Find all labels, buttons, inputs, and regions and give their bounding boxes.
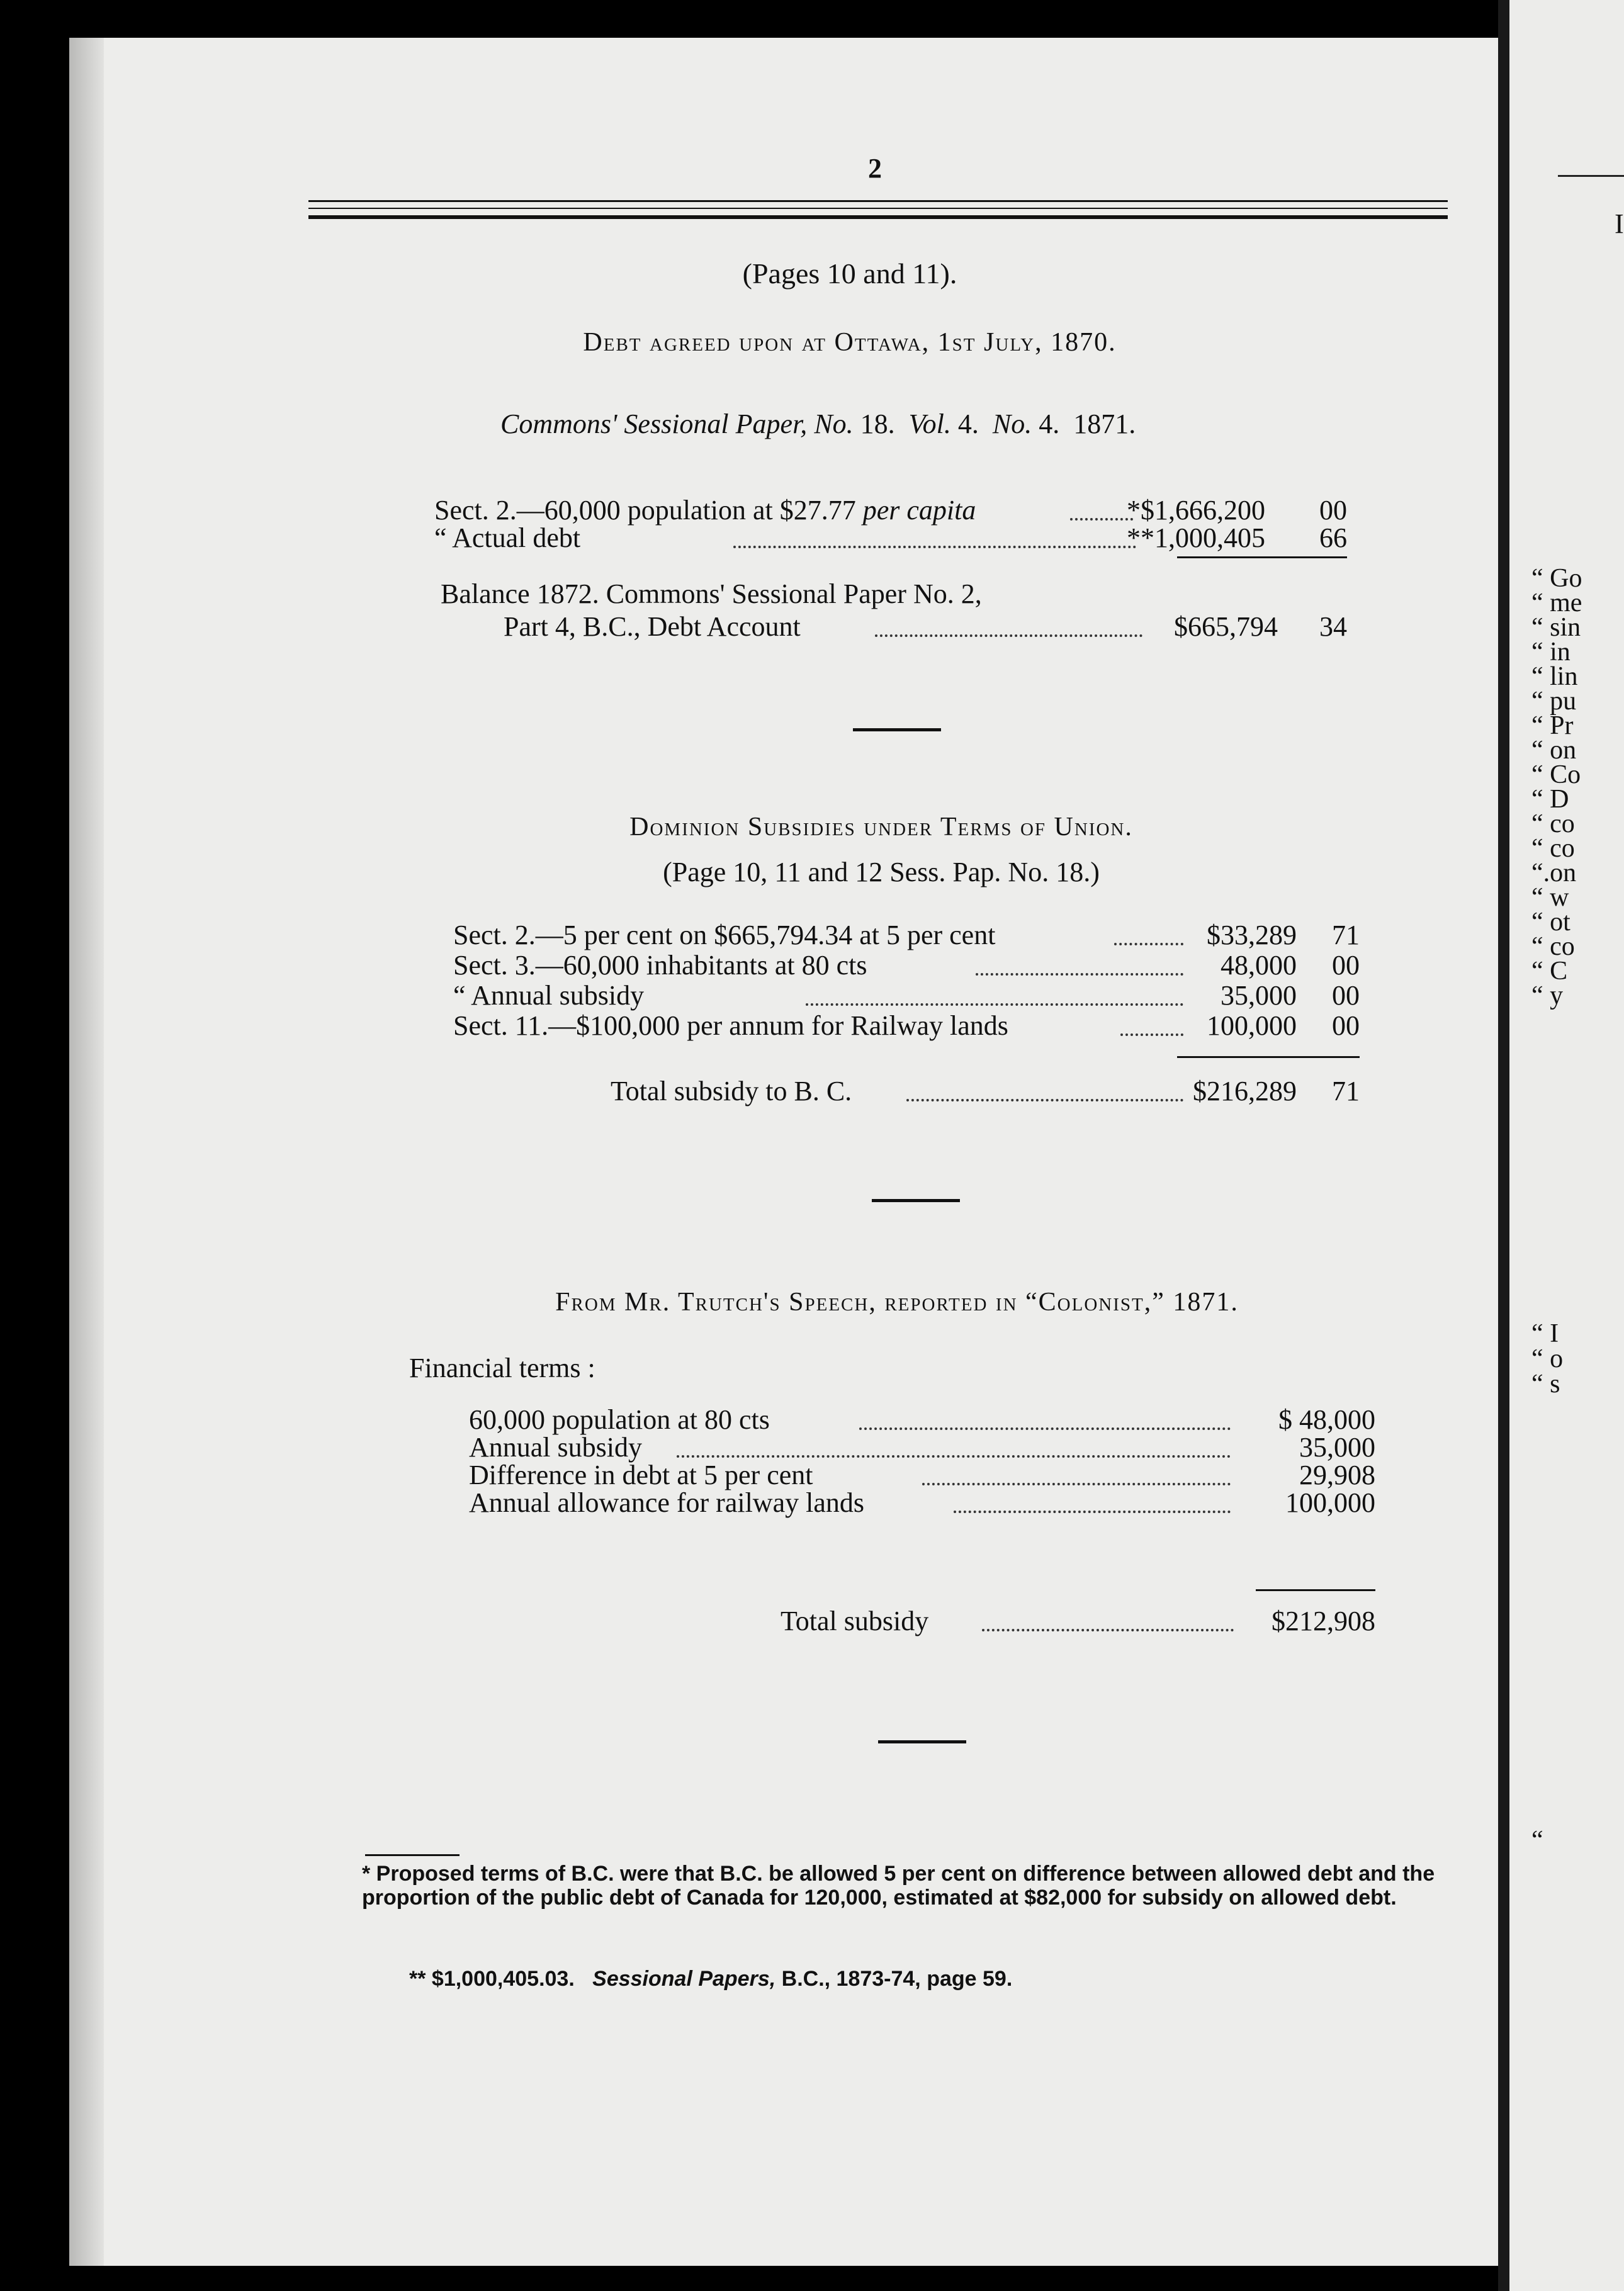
header-rule-top bbox=[308, 200, 1448, 202]
trutch-total-label: Total subsidy bbox=[781, 1606, 929, 1636]
section-divider bbox=[853, 728, 941, 731]
facing-page-line: “ lin bbox=[1531, 662, 1578, 691]
facing-page-line: “ in bbox=[1531, 638, 1570, 667]
trutch-total-row bbox=[781, 1605, 1375, 1636]
trutch-row-label: Annual allowance for railway lands bbox=[469, 1487, 864, 1518]
facing-page-line: “ D bbox=[1531, 785, 1569, 814]
footnote-2: ** $1,000,405.03. Sessional Papers, B.C., 1873-74, page 59. bbox=[409, 1967, 1013, 1991]
facing-page-line: “ co bbox=[1531, 834, 1575, 863]
trutch-row bbox=[469, 1431, 1375, 1463]
header-rule-bottom bbox=[308, 215, 1448, 219]
leader-dots bbox=[677, 1455, 1231, 1458]
facing-page-line: “ bbox=[1531, 1826, 1543, 1855]
trutch-row-amount: 100,000 bbox=[1285, 1487, 1375, 1518]
debt-row-cents: 00 bbox=[1319, 495, 1347, 526]
subsidy-row-dollars: 100,000 bbox=[1207, 1010, 1297, 1041]
facing-page-line: “ Pr bbox=[1531, 711, 1574, 740]
leader-dots bbox=[922, 1483, 1231, 1485]
leader-dots bbox=[982, 1629, 1234, 1631]
subsidy-row-cents: 00 bbox=[1332, 980, 1360, 1011]
page-number: 2 bbox=[868, 153, 882, 184]
facing-rule bbox=[1558, 175, 1624, 177]
subsidy-row-dollars: 48,000 bbox=[1221, 950, 1297, 981]
header-rule-mid bbox=[308, 208, 1448, 209]
facing-page-line: “ I bbox=[1531, 1319, 1559, 1348]
facing-page bbox=[1508, 0, 1624, 2291]
subsidy-total-dollars: $216,289 bbox=[1193, 1076, 1297, 1106]
sum-rule bbox=[1256, 1589, 1375, 1591]
facing-page-line: “ co bbox=[1531, 809, 1575, 838]
subsidy-row bbox=[453, 919, 1360, 950]
debt-row bbox=[434, 494, 1347, 526]
subsidy-total-label: Total subsidy to B. C. bbox=[611, 1076, 852, 1106]
trutch-row bbox=[469, 1487, 1375, 1518]
document-page bbox=[69, 38, 1498, 2266]
subsidy-row-label: Sect. 3.—60,000 inhabitants at 80 cts bbox=[453, 950, 867, 981]
facing-first-char: I bbox=[1615, 208, 1624, 239]
debt-row-label: Sect. 2.—60,000 population at $27.77 per capita bbox=[434, 495, 976, 526]
facing-page-line: “ me bbox=[1531, 588, 1582, 617]
trutch-row-label: 60,000 population at 80 cts bbox=[469, 1404, 770, 1435]
debt-table bbox=[434, 494, 1347, 570]
leader-dots bbox=[976, 973, 1183, 976]
facing-page-line: “ C bbox=[1531, 957, 1568, 986]
page-binding-shadow bbox=[69, 38, 104, 2266]
pages-reference: (Pages 10 and 11). bbox=[742, 257, 957, 290]
facing-page-line: “ on bbox=[1531, 736, 1577, 765]
section-divider bbox=[878, 1740, 966, 1743]
subsidy-row-cents: 71 bbox=[1332, 920, 1360, 950]
leader-dots bbox=[906, 1099, 1183, 1101]
subsidy-row bbox=[453, 949, 1360, 981]
debt-row-label: “ Actual debt bbox=[434, 522, 581, 553]
subsidies-heading: Dominion Subsidies under Terms of Union. bbox=[629, 813, 1133, 842]
sum-rule bbox=[1177, 1056, 1360, 1058]
trutch-total-amount: $212,908 bbox=[1272, 1606, 1375, 1636]
debt-row-cents: 66 bbox=[1319, 522, 1347, 553]
subsidy-row-cents: 00 bbox=[1332, 1010, 1360, 1041]
trutch-row-label: Annual subsidy bbox=[469, 1432, 642, 1463]
leader-dots bbox=[1114, 943, 1183, 945]
book-spine bbox=[1498, 0, 1509, 2291]
subsidy-total-cents: 71 bbox=[1332, 1076, 1360, 1106]
debt-row-dollars: *$1,666,200 bbox=[1127, 495, 1265, 526]
subsidy-row bbox=[453, 1010, 1360, 1041]
facing-page-line: “ s bbox=[1531, 1370, 1560, 1399]
leader-dots bbox=[875, 634, 1142, 637]
balance-row bbox=[441, 611, 1347, 642]
subsidy-row bbox=[453, 979, 1360, 1011]
trutch-row-amount: 29,908 bbox=[1299, 1460, 1375, 1490]
footnote-rule bbox=[365, 1854, 460, 1856]
facing-page-line: “.on bbox=[1531, 858, 1577, 887]
leader-dots bbox=[806, 1003, 1183, 1006]
debt-row-dollars: **1,000,405 bbox=[1127, 522, 1265, 553]
facing-page-line: “ y bbox=[1531, 981, 1564, 1010]
leader-dots bbox=[733, 546, 1136, 548]
trutch-row-label: Difference in debt at 5 per cent bbox=[469, 1460, 813, 1490]
trutch-row bbox=[469, 1404, 1375, 1435]
facing-page-line: “ pu bbox=[1531, 687, 1577, 716]
section-divider bbox=[872, 1199, 960, 1202]
leader-dots bbox=[1070, 518, 1133, 521]
subsidies-subheading: (Page 10, 11 and 12 Sess. Pap. No. 18.) bbox=[663, 857, 1100, 887]
trutch-row bbox=[469, 1459, 1375, 1490]
debt-source: Commons' Sessional Paper, No. 18. Vol. 4. No. 4. 1871. bbox=[500, 408, 1136, 439]
facing-page-line: “ sin bbox=[1531, 613, 1581, 642]
facing-page-line: “ co bbox=[1531, 932, 1575, 961]
leader-dots bbox=[1120, 1033, 1183, 1036]
trutch-table bbox=[469, 1404, 1375, 1529]
subsidy-row-cents: 00 bbox=[1332, 950, 1360, 981]
subsidy-row-label: Sect. 2.—5 per cent on $665,794.34 at 5 per cent bbox=[453, 920, 996, 950]
debt-row bbox=[434, 522, 1347, 553]
subsidy-total-row bbox=[611, 1075, 1360, 1106]
subsidy-row-label: Sect. 11.—$100,000 per annum for Railway lands bbox=[453, 1010, 1008, 1041]
subsidy-row-label: “ Annual subsidy bbox=[453, 980, 645, 1011]
facing-page-line: “ Go bbox=[1531, 564, 1582, 593]
facing-page-line: “ o bbox=[1531, 1344, 1564, 1373]
leader-dots bbox=[954, 1511, 1231, 1513]
subsidy-row-dollars: $33,289 bbox=[1207, 920, 1297, 950]
subsidy-row-dollars: 35,000 bbox=[1221, 980, 1297, 1011]
sum-rule bbox=[1177, 556, 1347, 558]
subsidies-table bbox=[453, 919, 1360, 1045]
facing-page-line: “ Co bbox=[1531, 760, 1581, 789]
footnote-1: * Proposed terms of B.C. were that B.C. be allowed 5 per cent on difference between allowed debt and the proportion of the public debt of Canada for 120,000, estimated at $82,000 for subsidy on allowed debt. bbox=[362, 1862, 1435, 1910]
facing-page-line: “ w bbox=[1531, 883, 1569, 912]
balance-line-1: Balance 1872. Commons' Sessional Paper No. 2, bbox=[441, 578, 982, 609]
trutch-row-amount: 35,000 bbox=[1299, 1432, 1375, 1463]
facing-page-line: “ ot bbox=[1531, 908, 1570, 937]
balance-cents: 34 bbox=[1319, 611, 1347, 642]
balance-line-2: Part 4, B.C., Debt Account bbox=[504, 611, 801, 642]
financial-terms-intro: Financial terms : bbox=[409, 1353, 595, 1383]
trutch-row-amount: $ 48,000 bbox=[1278, 1404, 1375, 1435]
balance-dollars: $665,794 bbox=[1174, 611, 1278, 642]
leader-dots bbox=[859, 1427, 1231, 1430]
trutch-heading: From Mr. Trutch's Speech, reported in “Colonist,” 1871. bbox=[555, 1288, 1239, 1317]
debt-heading: Debt agreed upon at Ottawa, 1st July, 1870. bbox=[583, 328, 1117, 357]
